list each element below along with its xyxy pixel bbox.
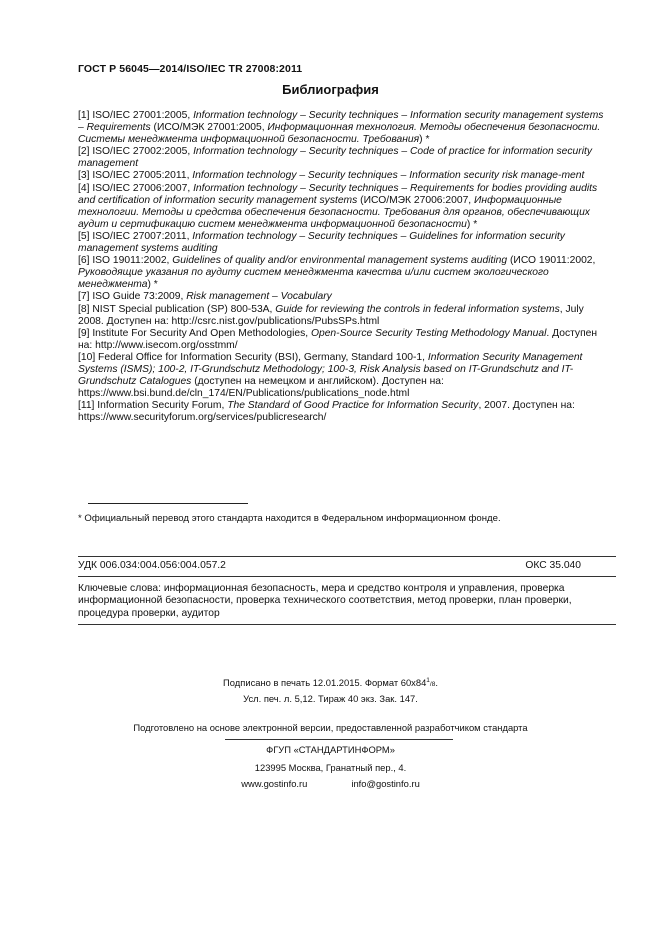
ref-ru-prefix: (ИСО/МЭК 27006:2007, bbox=[357, 194, 475, 206]
ref-number: [1] bbox=[78, 110, 93, 121]
bibliography-title: Библиография bbox=[282, 82, 379, 97]
reference-item-9 bbox=[78, 328, 608, 352]
classification-top-rule bbox=[78, 556, 616, 557]
website-link[interactable]: www.gostinfo.ru bbox=[241, 778, 308, 789]
ref-tail: . Доступен на: http://www.isecom.org/osstmm/ bbox=[78, 327, 598, 351]
ref-tail: (доступен на немецком и английском). Доступен на: https://www.bsi.bund.de/cln_174/EN/Publications/publications_node.html bbox=[78, 376, 444, 400]
ref-number: [9] bbox=[78, 327, 93, 339]
ref-number: [4] bbox=[78, 182, 93, 194]
ref-title-ru: Информационные технологии. Методы и средства обеспечения безопасности. Требования для органов, обеспечивающих аудит и сертификацию систем менеджмента информационной безопасности bbox=[78, 194, 590, 230]
publisher-name: ФГУП «СТАНДАРТИНФОРМ» bbox=[266, 744, 395, 755]
print-info: Усл. печ. л. 5,12. Тираж 40 экз. Зак. 147. bbox=[243, 693, 418, 704]
ref-title-en: Risk management – Vocabulary bbox=[186, 291, 332, 303]
ref-code: ISO/IEC 27007:2011, bbox=[92, 230, 193, 242]
reference-item-1 bbox=[78, 110, 608, 146]
ref-code: ISO 19011:2002, bbox=[92, 255, 173, 267]
ref-number: [2] bbox=[78, 146, 93, 158]
reference-item-2 bbox=[78, 146, 608, 170]
reference-item-6 bbox=[78, 255, 608, 291]
ref-number: [10] bbox=[78, 351, 99, 363]
ref-code: ISO/IEC 27006:2007, bbox=[92, 182, 194, 194]
reference-item-8 bbox=[78, 304, 608, 328]
ref-code: Institute For Security And Open Methodologies, bbox=[92, 327, 311, 339]
footnote: * Официальный перевод этого стандарта находится в Федеральном информационном фонде. bbox=[78, 513, 501, 524]
keywords-bottom-rule bbox=[78, 624, 616, 625]
ref-code: ISO/IEC 27001:2005, bbox=[92, 110, 194, 121]
ref-ru-prefix: (ИСО/МЭК 27001:2005, bbox=[150, 122, 268, 134]
classification-bottom-rule bbox=[78, 576, 616, 577]
udc-code: УДК 006.034:004.056:004.057.2 bbox=[78, 560, 226, 571]
ref-code: ISO Guide 73:2009, bbox=[92, 291, 187, 303]
format-subscript: /8 bbox=[429, 681, 436, 689]
ref-title-en: Information Security Management Systems (ISMS); 100-2, IT-Grundschutz Methodology; 100-3, Risk Analysis based on IT-Grundschutz and IT-Grundschutz Catalogues bbox=[78, 351, 583, 388]
signed-to-print bbox=[0, 677, 661, 688]
ref-title-en: Open-Source Security Testing Methodology Manual bbox=[310, 327, 547, 339]
standard-code: ГОСТ Р 56045—2014/ISO/IEC TR 27008:2011 bbox=[78, 63, 303, 75]
keywords: Ключевые слова: информационная безопасность, мера и средство контроля и управления, проверка информационной безопасности, проверка технического соответствия, метод проверки, план проверки, процедура проверки, аудитор bbox=[78, 583, 572, 619]
ref-code: Federal Office for Information Security (BSI), Germany, Standard 100-1, bbox=[98, 351, 428, 363]
ref-title-en: Information technology – Security techniques – Code of practice for information security management bbox=[78, 146, 592, 170]
ref-number: [11] bbox=[78, 400, 98, 412]
reference-item-10 bbox=[78, 352, 608, 400]
footnote-divider bbox=[88, 503, 248, 504]
ref-code: Information Security Forum, bbox=[97, 400, 228, 412]
ref-code: NIST Special publication (SP) 800-53A, bbox=[92, 303, 276, 315]
ref-number: [8] bbox=[78, 303, 93, 315]
ref-ru-suffix: ) * bbox=[466, 218, 478, 230]
ref-title-en: Information technology – Security techniques – Information security risk manage-ment bbox=[192, 170, 585, 182]
reference-item-7 bbox=[78, 291, 608, 303]
ref-code: ISO/IEC 27002:2005, bbox=[92, 146, 194, 158]
reference-list bbox=[78, 110, 608, 424]
ref-title-en: Information technology – Security techniques – Requirements for bodies providing audits and certification of information security management systems bbox=[78, 182, 598, 206]
ref-tail: , July 2008. Доступен на: http://csrc.nist.gov/publications/PubsSPs.html bbox=[78, 303, 584, 327]
ref-ru-prefix: (ИСО 19011:2002, bbox=[507, 255, 596, 267]
ref-number: [6] bbox=[78, 255, 93, 267]
ref-title-en: Information technology – Security techniques – Guidelines for information security management systems auditing bbox=[78, 230, 565, 255]
ref-title-ru: Информационная технология. Методы обеспечения безопасности. Системы менеджмента информационной безопасности. Требования bbox=[78, 122, 601, 146]
ref-title-en: The Standard of Good Practice for Information Security bbox=[227, 400, 479, 412]
ref-title-ru: Руководящие указания по аудиту систем менеджмента качества и/или систем экологического менеджмента bbox=[78, 267, 549, 291]
ref-ru-suffix: ) * bbox=[147, 279, 158, 291]
publisher-top-rule bbox=[225, 739, 453, 740]
publisher-address: 123995 Москва, Гранатный пер., 4. bbox=[254, 762, 407, 773]
ref-number: [3] bbox=[78, 170, 93, 182]
reference-item-5 bbox=[78, 231, 608, 255]
format-superscript: 1 bbox=[426, 677, 430, 684]
ref-title-en: Guidelines of quality and/or environmental management systems auditing bbox=[172, 255, 508, 267]
reference-item-11 bbox=[78, 400, 608, 424]
oks-code: ОКС 35.040 bbox=[525, 560, 581, 571]
reference-item-3 bbox=[78, 170, 608, 182]
ref-code: ISO/IEC 27005:2011, bbox=[92, 170, 193, 182]
email-link[interactable]: info@gostinfo.ru bbox=[351, 778, 420, 789]
ref-number: [5] bbox=[78, 230, 93, 242]
ref-title-en: Information technology – Security techniques – Information security management systems – Requirements bbox=[78, 110, 604, 134]
signed-text: Подписано в печать 12.01.2015. Формат 60x84 bbox=[223, 677, 427, 689]
ref-tail: , 2007. Доступен на: https://www.securityforum.org/services/publicresearch/ bbox=[78, 400, 575, 424]
ref-ru-suffix: ) * bbox=[419, 134, 430, 146]
signed-suffix: . bbox=[435, 677, 438, 689]
reference-item-4 bbox=[78, 183, 608, 231]
ref-number: [7] bbox=[78, 291, 93, 303]
ref-title-en: Guide for reviewing the controls in federal information systems bbox=[275, 303, 560, 315]
publisher-contacts bbox=[0, 778, 661, 789]
prepared-note: Подготовлено на основе электронной версии, предоставленной разработчиком стандарта bbox=[133, 722, 528, 733]
